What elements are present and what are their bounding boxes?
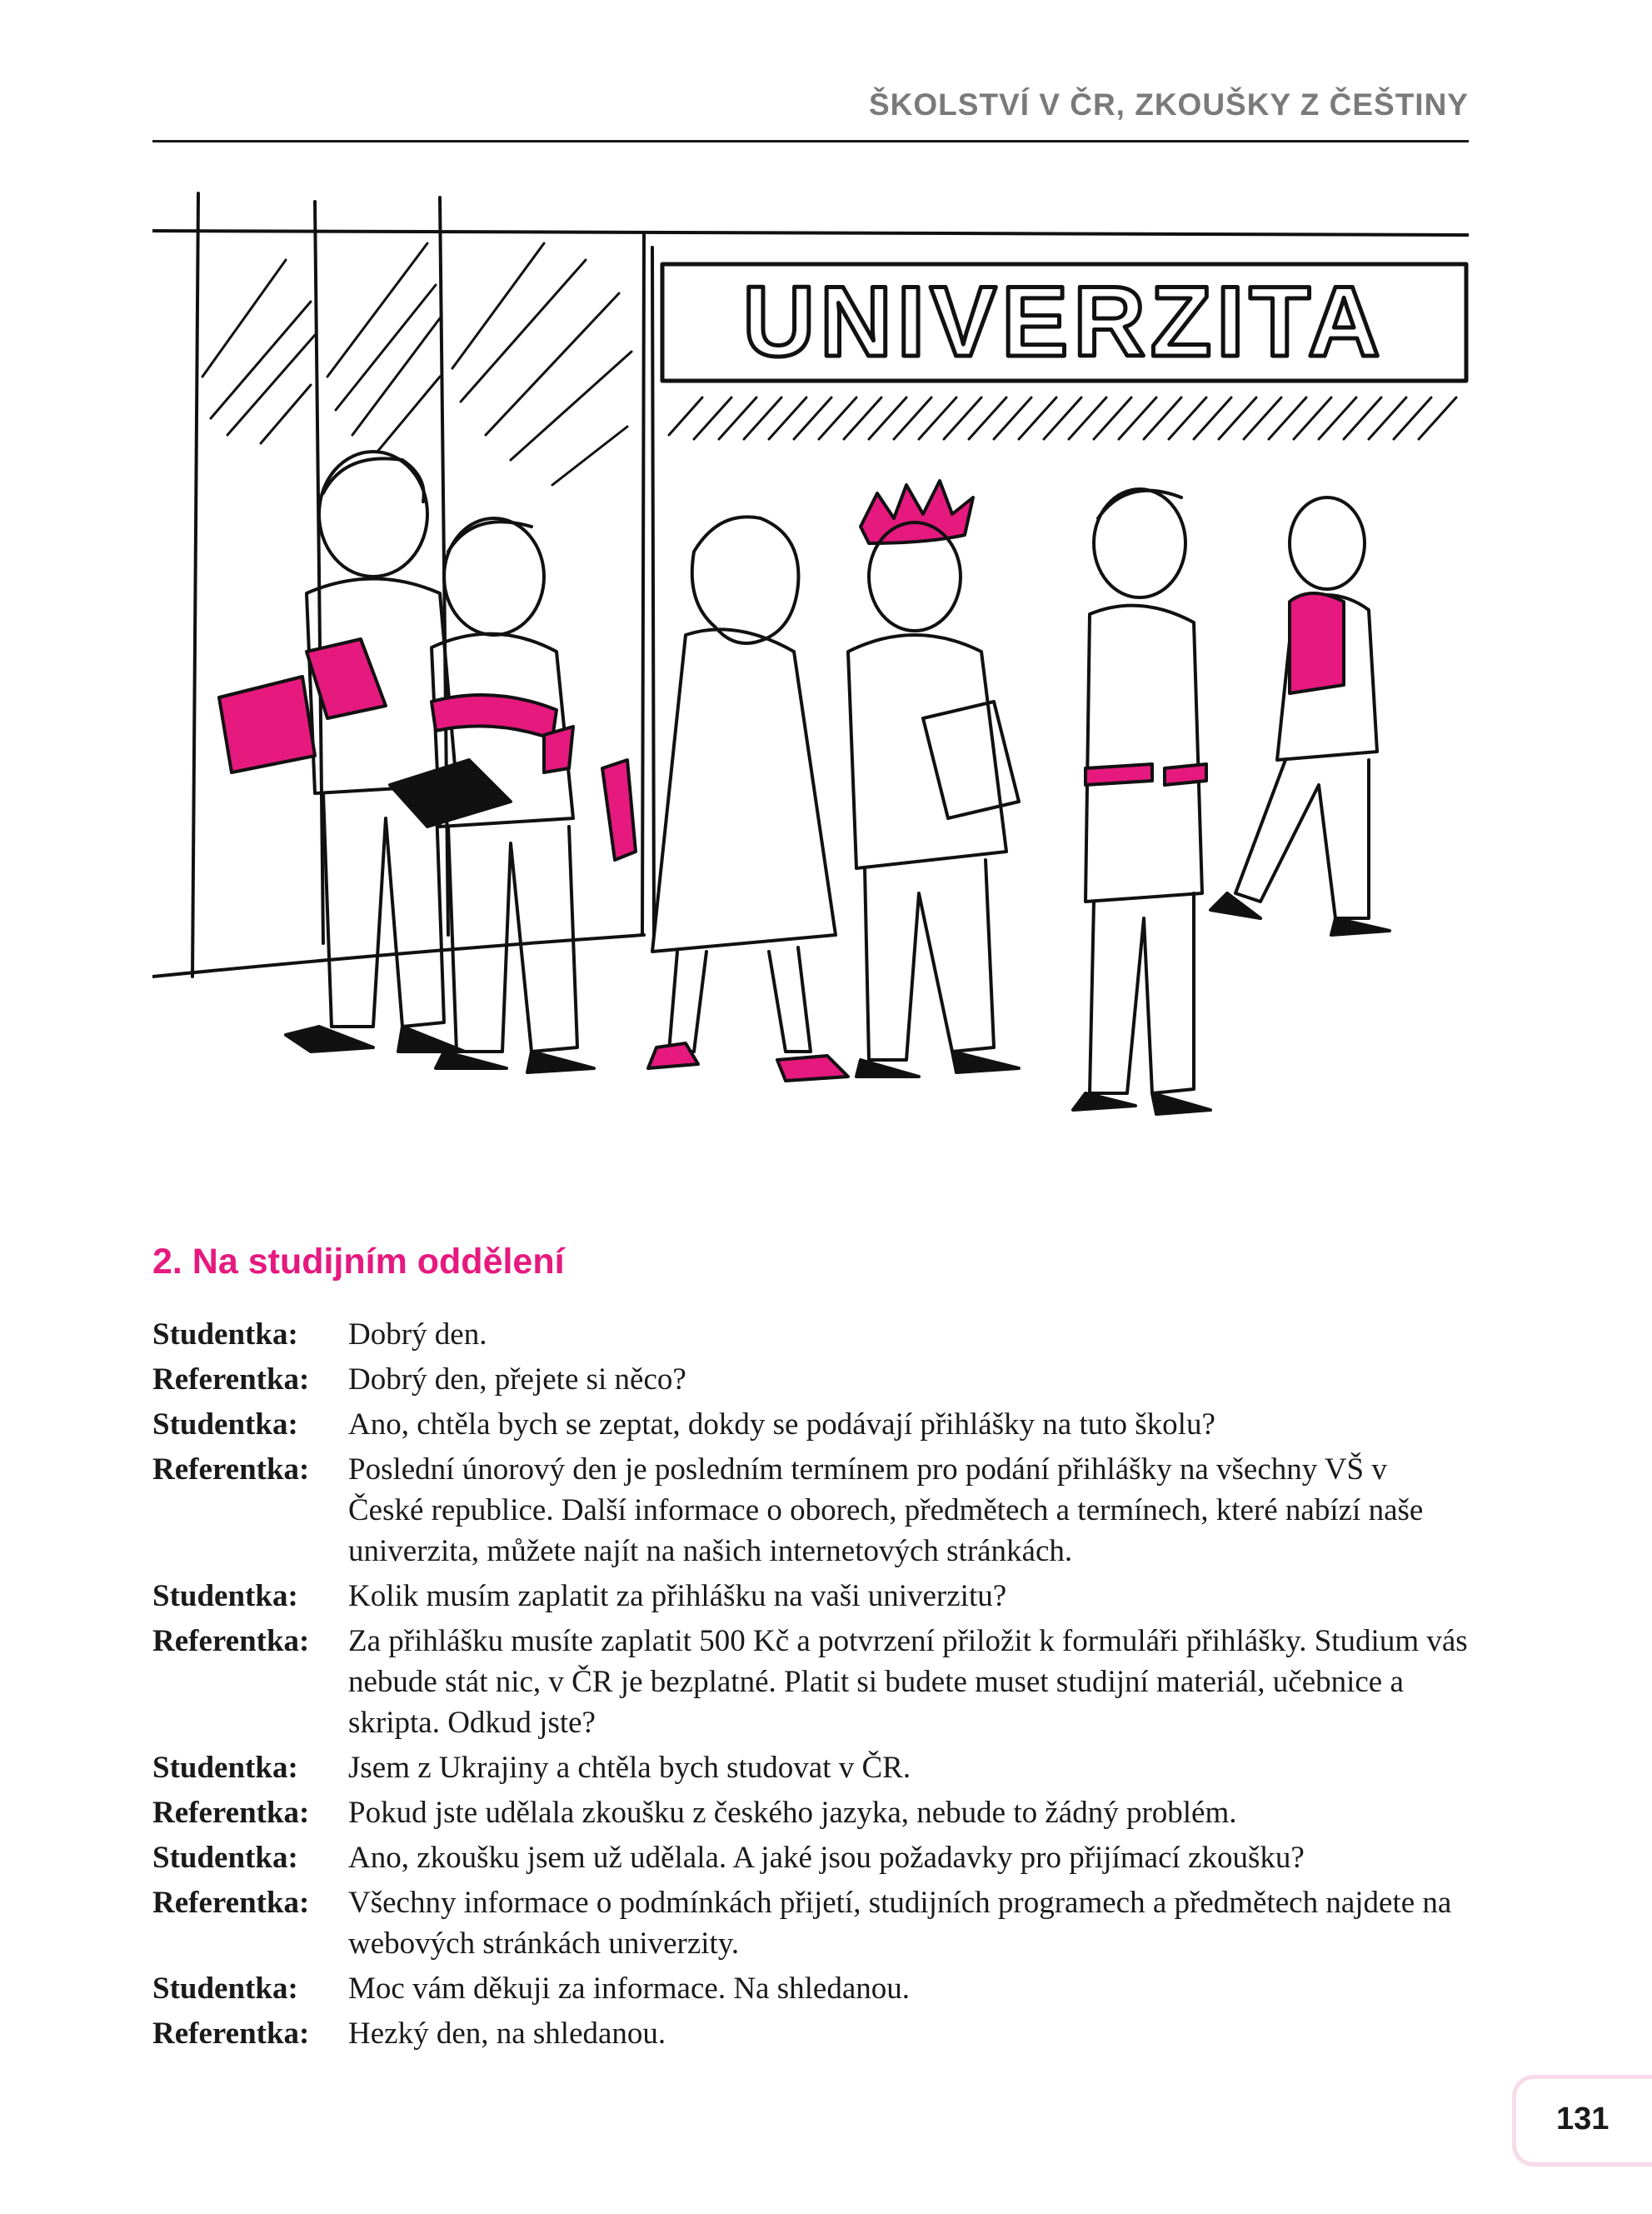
dialogue-line — [152, 1968, 1469, 2009]
speaker-label: Referentka: — [152, 1886, 310, 1920]
dialogue-line — [152, 2013, 1469, 2054]
speaker-label: Referentka: — [152, 1624, 310, 1658]
speech-text: Dobrý den. — [348, 1317, 487, 1352]
speaker-label: Studentka: — [152, 1407, 298, 1442]
section-title: 2. Na studijním oddělení — [152, 1242, 565, 1282]
speaker-label: Referentka: — [152, 1452, 310, 1487]
speaker-label: Referentka: — [152, 2017, 310, 2051]
speech-text: Pokud jste udělala zkoušku z českého jazyka, nebude to žádný problém. — [348, 1796, 1237, 1830]
header-rule — [152, 140, 1469, 142]
speaker-label: Studentka: — [152, 1972, 298, 2006]
speech-text: Hezký den, na shledanou. — [348, 2017, 666, 2051]
dialogue-line — [152, 1837, 1469, 1878]
speaker-label: Studentka: — [152, 1841, 298, 1875]
window-scribbles — [202, 243, 631, 485]
dialogue-line — [152, 1621, 1469, 1743]
person-man-with-books — [219, 452, 465, 1052]
sign-text: UNIVERZITA — [742, 266, 1385, 377]
speech-text: Moc vám děkuji za informace. Na shledanou. — [348, 1972, 910, 2006]
dialogue-line — [152, 1314, 1469, 1355]
speech-text: Kolik musím zaplatit za přihlášku na vaši univerzitu? — [348, 1579, 1007, 1613]
speaker-label: Studentka: — [152, 1751, 298, 1785]
speech-text: Za přihlášku musíte zaplatit 500 Kč a potvrzení přiložit k formuláři přihlášky. Studium vás nebude stát nic, v ČR je bezplatné. Platit si budete muset studijní materiál, učebnice a skripta. Odkud jste? — [348, 1624, 1468, 1740]
dialogue-line — [152, 1404, 1469, 1445]
dialogue-line — [152, 1359, 1469, 1400]
dialogue-line — [152, 1792, 1469, 1833]
university-sign — [662, 264, 1466, 381]
dialogue-line — [152, 1576, 1469, 1617]
person-with-backpack — [1210, 497, 1390, 935]
page-number: 131 — [1556, 2102, 1610, 2137]
speech-text: Všechny informace o podmínkách přijetí, studijních programech a předmětech najdete na webových stránkách univerzity. — [348, 1886, 1452, 1961]
person-boy-with-folder — [390, 518, 594, 1072]
dialogue-line — [152, 1882, 1469, 1964]
speech-text: Jsem z Ukrajiny a chtěla bych studovat v ČR. — [348, 1751, 911, 1785]
speech-text: Dobrý den, přejete si něco? — [348, 1362, 686, 1397]
speech-text: Ano, zkoušku jsem už udělala. A jaké jsou požadavky pro přijímací zkoušku? — [348, 1841, 1305, 1875]
sign-hatching — [669, 397, 1456, 439]
speaker-label: Referentka: — [152, 1362, 310, 1397]
person-talking-man — [1073, 489, 1210, 1114]
dialogue-line — [152, 1449, 1469, 1572]
dialogue — [152, 1314, 1469, 2058]
speaker-label: Studentka: — [152, 1579, 298, 1613]
speech-text: Poslední únorový den je posledním termínem pro podání přihlášky na všechny VŠ v České republice. Další informace o oborech, předmětech a termínech, které nabízí naše univerzita, můžete najít na našich internetových stránkách. — [348, 1452, 1424, 1568]
person-spiky-hair — [848, 481, 1019, 1077]
university-illustration — [152, 185, 1469, 1143]
dialogue-line — [152, 1747, 1469, 1788]
person-woman-curly-hair — [602, 517, 848, 1081]
speaker-label: Referentka: — [152, 1796, 310, 1830]
running-head: ŠKOLSTVÍ V ČR, ZKOUŠKY Z ČEŠTINY — [868, 87, 1469, 122]
speaker-label: Studentka: — [152, 1317, 298, 1352]
speech-text: Ano, chtěla bych se zeptat, dokdy se podávají přihlášky na tuto školu? — [348, 1407, 1215, 1442]
